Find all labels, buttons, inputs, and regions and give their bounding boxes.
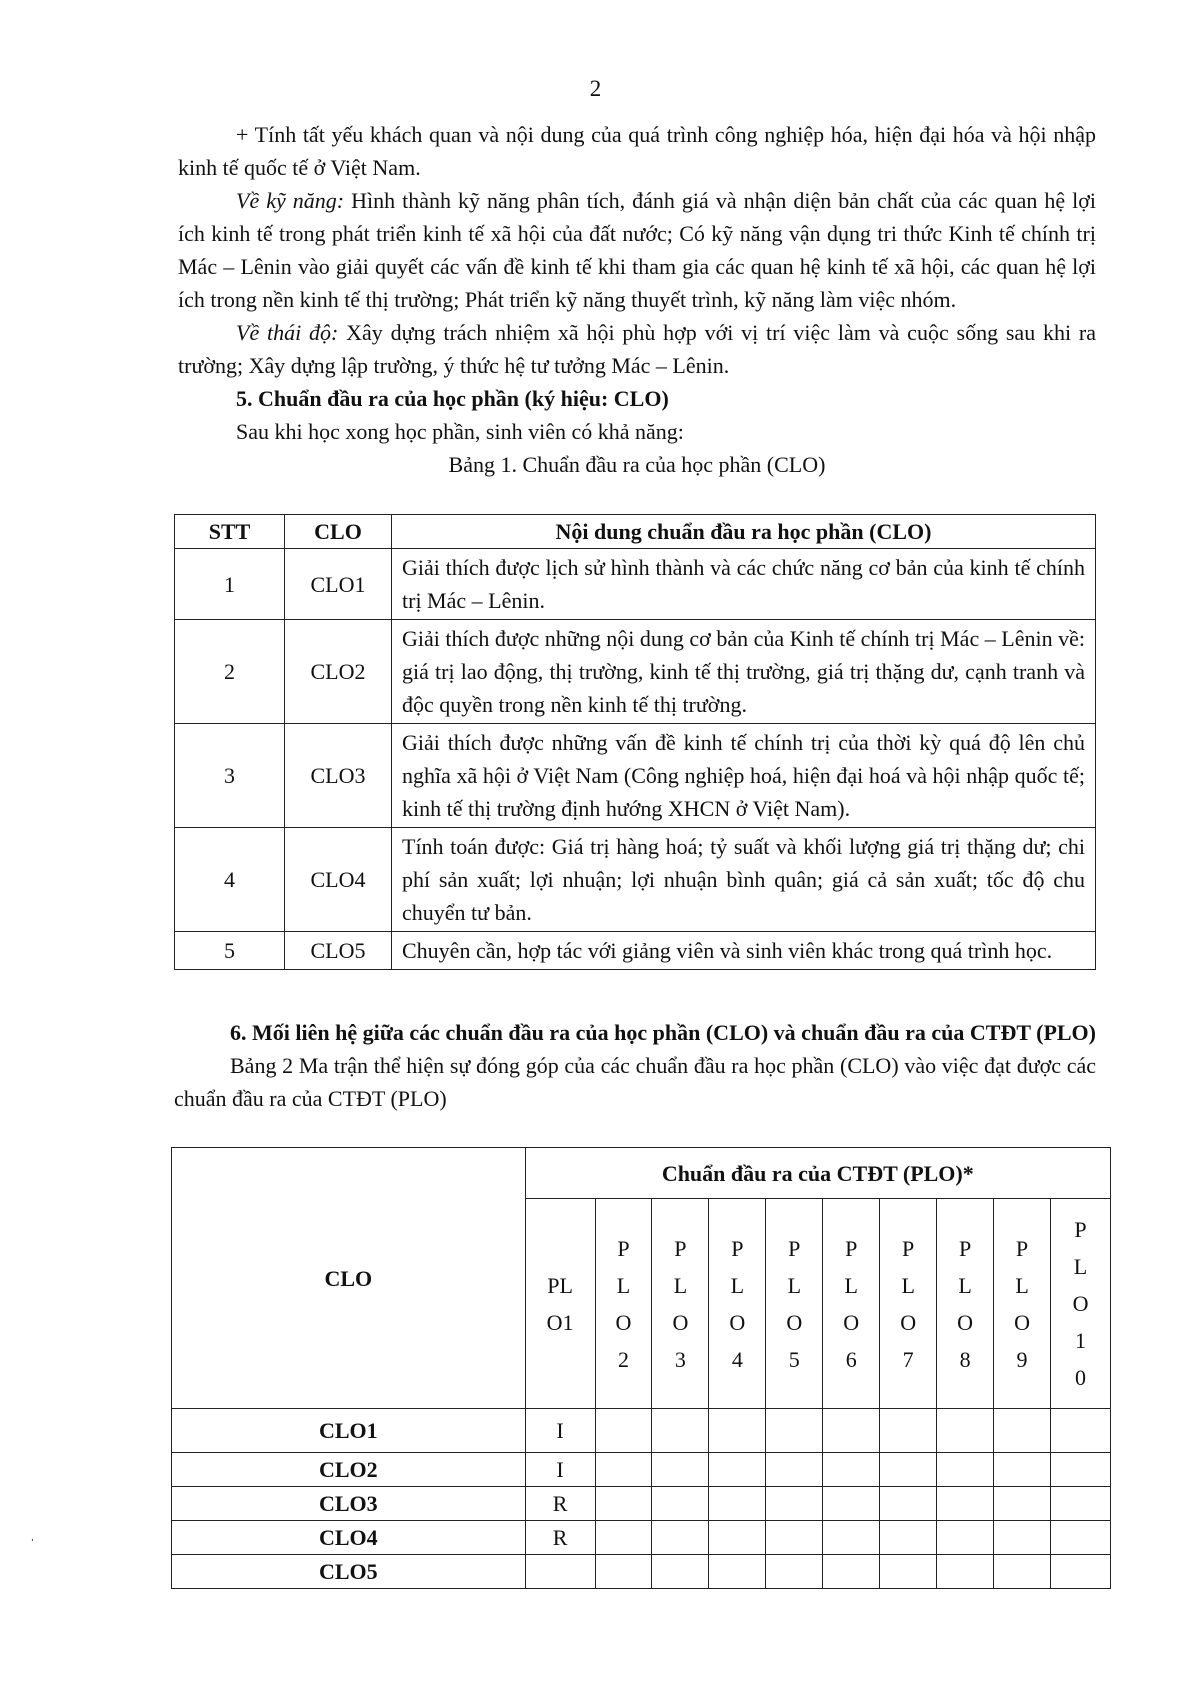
matrix-row bbox=[172, 1453, 1111, 1487]
matrix-cell bbox=[937, 1555, 994, 1589]
table-header-row bbox=[175, 515, 1096, 549]
matrix-cell bbox=[880, 1487, 937, 1521]
matrix-cell bbox=[766, 1453, 823, 1487]
plo-header-char: 2 bbox=[617, 1346, 629, 1372]
matrix-row-clo: CLO1 bbox=[172, 1409, 526, 1453]
plo-header-char: L bbox=[1015, 1272, 1029, 1298]
attitude-paragraph bbox=[178, 316, 1096, 382]
matrix-cell bbox=[595, 1487, 652, 1521]
plo-header-char: O bbox=[786, 1309, 803, 1335]
plo-header-6 bbox=[823, 1199, 880, 1409]
row-content: Tính toán được: Giá trị hàng hoá; tỷ suất và khối lượng giá trị thặng dư; chi phí sản xuất; lợi nhuận; lợi nhuận bình quân; giá cả sản xuất; tốc độ chu chuyển tư bản. bbox=[392, 828, 1096, 932]
scan-mark: ˌ bbox=[30, 1527, 35, 1542]
section5-heading: 5. Chuẩn đầu ra của học phần (ký hiệu: CLO) bbox=[236, 386, 669, 411]
plo-header-4 bbox=[709, 1199, 766, 1409]
matrix-row-clo: CLO4 bbox=[172, 1521, 526, 1555]
row-clo: CLO1 bbox=[285, 549, 392, 620]
matrix-cell bbox=[1051, 1409, 1111, 1453]
matrix-cell bbox=[994, 1521, 1051, 1555]
skills-paragraph bbox=[178, 184, 1096, 316]
plo-header-1 bbox=[525, 1199, 595, 1409]
plo-header-9 bbox=[994, 1199, 1051, 1409]
plo-header-char: 7 bbox=[902, 1346, 914, 1372]
matrix-cell bbox=[823, 1555, 880, 1589]
table2-caption: Bảng 2 Ma trận thể hiện sự đóng góp của các chuẩn đầu ra học phần (CLO) vào việc đạt được các chuẩn đầu ra của CTĐT (PLO) bbox=[174, 1053, 1096, 1111]
table-row bbox=[175, 620, 1096, 724]
matrix-row bbox=[172, 1409, 1111, 1453]
plo-header-char: 1 bbox=[1075, 1328, 1086, 1353]
matrix-row-clo: CLO2 bbox=[172, 1453, 526, 1487]
matrix-cell bbox=[823, 1453, 880, 1487]
skills-text: Hình thành kỹ năng phân tích, đánh giá và nhận diện bản chất của các quan hệ lợi ích kinh tế trong phát triển kinh tế xã hội của đất nước; Có kỹ năng vận dụng tri thức Kinh tế chính trị Mác – Lênin vào giải quyết các vấn đề kinh tế khi tham gia các quan hệ kinh tế xã hội, các quan hệ lợi ích trong nền kinh tế thị trường; Phát triển kỹ năng thuyết trình, kỹ năng làm việc nhóm. bbox=[178, 188, 1097, 312]
matrix-cell bbox=[766, 1487, 823, 1521]
plo-header-char: 5 bbox=[788, 1346, 800, 1372]
clo-table bbox=[174, 514, 1096, 970]
row-stt: 4 bbox=[175, 828, 285, 932]
matrix-cell: I bbox=[525, 1453, 595, 1487]
row-content: Chuyên cần, hợp tác với giảng viên và sinh viên khác trong quá trình học. bbox=[392, 932, 1096, 970]
plo-header-char: L bbox=[1073, 1254, 1088, 1279]
plo-header-char: 0 bbox=[1075, 1365, 1086, 1390]
row-clo: CLO5 bbox=[285, 932, 392, 970]
plo-header-char: 6 bbox=[845, 1346, 857, 1372]
table-row bbox=[175, 549, 1096, 620]
plo-header-7 bbox=[880, 1199, 937, 1409]
matrix-cell bbox=[937, 1487, 994, 1521]
section5-lead: Sau khi học xong học phần, sinh viên có khả năng: bbox=[236, 419, 684, 444]
matrix-cell bbox=[595, 1521, 652, 1555]
plo-header-char: L bbox=[616, 1272, 631, 1298]
matrix-cell bbox=[595, 1555, 652, 1589]
matrix-cell bbox=[823, 1409, 880, 1453]
matrix-cell bbox=[994, 1555, 1051, 1589]
plo-header-3 bbox=[652, 1199, 709, 1409]
table-row bbox=[175, 932, 1096, 970]
matrix-cell bbox=[823, 1487, 880, 1521]
plo-header-10 bbox=[1051, 1199, 1111, 1409]
plo-header-char: L bbox=[730, 1272, 745, 1298]
plo-header-char: O bbox=[843, 1309, 860, 1335]
matrix-cell bbox=[709, 1487, 766, 1521]
plo-header-5 bbox=[766, 1199, 823, 1409]
header-stt: STT bbox=[175, 515, 285, 549]
plo-header-char: O1 bbox=[546, 1309, 574, 1335]
plo-header-char: L bbox=[901, 1272, 915, 1298]
matrix-row bbox=[172, 1555, 1111, 1589]
plo-header-char: P bbox=[788, 1235, 801, 1261]
plo-header-char: P bbox=[731, 1235, 744, 1261]
plo-header-char: 8 bbox=[959, 1346, 971, 1372]
matrix-cell bbox=[652, 1409, 709, 1453]
section6-text bbox=[174, 1016, 1096, 1115]
matrix-cell bbox=[823, 1521, 880, 1555]
row-stt: 1 bbox=[175, 549, 285, 620]
matrix-cell bbox=[937, 1409, 994, 1453]
matrix-cell bbox=[709, 1409, 766, 1453]
matrix-cell bbox=[652, 1521, 709, 1555]
matrix-row-clo: CLO5 bbox=[172, 1555, 526, 1589]
matrix-cell bbox=[1051, 1453, 1111, 1487]
matrix-cell bbox=[595, 1453, 652, 1487]
plo-header-char: 3 bbox=[674, 1346, 686, 1372]
matrix-cell bbox=[595, 1409, 652, 1453]
matrix-cell bbox=[994, 1409, 1051, 1453]
matrix-cell bbox=[880, 1555, 937, 1589]
plo-group-header: Chuẩn đầu ra của CTĐT (PLO)* bbox=[525, 1148, 1110, 1199]
matrix-cell bbox=[1051, 1521, 1111, 1555]
matrix-cell bbox=[709, 1453, 766, 1487]
plo-header-char: O bbox=[615, 1309, 632, 1335]
intro-text bbox=[178, 118, 1096, 481]
matrix-row-clo: CLO3 bbox=[172, 1487, 526, 1521]
row-clo: CLO3 bbox=[285, 724, 392, 828]
matrix-cell bbox=[937, 1453, 994, 1487]
row-clo: CLO2 bbox=[285, 620, 392, 724]
row-stt: 3 bbox=[175, 724, 285, 828]
matrix-cell bbox=[880, 1453, 937, 1487]
plo-header-2 bbox=[595, 1199, 652, 1409]
matrix-row bbox=[172, 1487, 1111, 1521]
plo-header-char: P bbox=[1015, 1235, 1029, 1261]
matrix-cell bbox=[652, 1487, 709, 1521]
header-content: Nội dung chuẩn đầu ra học phần (CLO) bbox=[392, 515, 1096, 549]
plo-header-char: O bbox=[900, 1309, 917, 1335]
row-stt: 2 bbox=[175, 620, 285, 724]
table-row bbox=[175, 828, 1096, 932]
page-number: 2 bbox=[589, 76, 602, 101]
section6-heading: 6. Mối liên hệ giữa các chuẩn đầu ra của học phần (CLO) và chuẩn đầu ra của CTĐT (PLO) bbox=[230, 1020, 1096, 1045]
plo-header-char: P bbox=[845, 1235, 858, 1261]
plo-header-char: P bbox=[902, 1235, 915, 1261]
plo-header-char: L bbox=[673, 1272, 688, 1298]
matrix-cell bbox=[766, 1409, 823, 1453]
table-row bbox=[175, 724, 1096, 828]
row-clo: CLO4 bbox=[285, 828, 392, 932]
intro-paragraph-1: + Tính tất yếu khách quan và nội dung của quá trình công nghiệp hóa, hiện đại hóa và hội nhập kinh tế quốc tế ở Việt Nam. bbox=[178, 122, 1096, 180]
matrix-row bbox=[172, 1521, 1111, 1555]
plo-header-char: L bbox=[844, 1272, 858, 1298]
plo-header-char: L bbox=[958, 1272, 972, 1298]
matrix-cell bbox=[709, 1521, 766, 1555]
plo-header-char: O bbox=[1072, 1291, 1089, 1316]
plo-header-8 bbox=[937, 1199, 994, 1409]
plo-header-char: L bbox=[787, 1272, 802, 1298]
matrix-group-header-row bbox=[172, 1148, 1111, 1199]
plo-header-char: P bbox=[674, 1235, 687, 1261]
plo-header-char: P bbox=[958, 1235, 972, 1261]
plo-header-char: PL bbox=[547, 1272, 573, 1298]
matrix-cell bbox=[1051, 1487, 1111, 1521]
matrix-cell bbox=[709, 1555, 766, 1589]
matrix-cell bbox=[880, 1409, 937, 1453]
clo-plo-matrix bbox=[171, 1147, 1111, 1589]
plo-header-char: O bbox=[957, 1309, 974, 1335]
matrix-cell bbox=[1051, 1555, 1111, 1589]
table1-caption: Bảng 1. Chuẩn đầu ra của học phần (CLO) bbox=[448, 452, 826, 477]
row-content: Giải thích được những vấn đề kinh tế chính trị của thời kỳ quá độ lên chủ nghĩa xã hội ở Việt Nam (Công nghiệp hoá, hiện đại hoá và hội nhập quốc tế; kinh tế thị trường định hướng XHCN ở Việt Nam). bbox=[392, 724, 1096, 828]
skills-label: Về kỹ năng: bbox=[236, 188, 345, 213]
plo-header-char: P bbox=[1074, 1217, 1087, 1242]
plo-header-char: 4 bbox=[731, 1346, 743, 1372]
matrix-clo-header: CLO bbox=[172, 1148, 526, 1409]
matrix-cell bbox=[766, 1521, 823, 1555]
matrix-cell bbox=[880, 1521, 937, 1555]
matrix-cell bbox=[994, 1487, 1051, 1521]
matrix-cell bbox=[766, 1555, 823, 1589]
matrix-cell bbox=[652, 1453, 709, 1487]
plo-header-char: O bbox=[729, 1309, 746, 1335]
matrix-cell bbox=[652, 1555, 709, 1589]
matrix-cell bbox=[937, 1521, 994, 1555]
matrix-cell: R bbox=[525, 1521, 595, 1555]
matrix-cell: R bbox=[525, 1487, 595, 1521]
plo-header-char: O bbox=[672, 1309, 689, 1335]
matrix-cell bbox=[525, 1555, 595, 1589]
matrix-cell bbox=[994, 1453, 1051, 1487]
plo-header-char: 9 bbox=[1016, 1346, 1028, 1372]
attitude-label: Về thái độ: bbox=[236, 320, 339, 345]
row-stt: 5 bbox=[175, 932, 285, 970]
header-clo: CLO bbox=[285, 515, 392, 549]
plo-header-char: O bbox=[1014, 1309, 1030, 1335]
matrix-cell: I bbox=[525, 1409, 595, 1453]
row-content: Giải thích được lịch sử hình thành và các chức năng cơ bản của kinh tế chính trị Mác – Lênin. bbox=[392, 549, 1096, 620]
attitude-text: Xây dựng trách nhiệm xã hội phù hợp với vị trí việc làm và cuộc sống sau khi ra trường; Xây dựng lập trường, ý thức hệ tư tưởng Mác – Lênin. bbox=[178, 320, 1096, 378]
plo-header-char: P bbox=[617, 1235, 630, 1261]
row-content: Giải thích được những nội dung cơ bản của Kinh tế chính trị Mác – Lênin về: giá trị lao động, thị trường, kinh tế thị trường, giá trị thặng dư, cạnh tranh và độc quyền trong nền kinh tế thị trường. bbox=[392, 620, 1096, 724]
